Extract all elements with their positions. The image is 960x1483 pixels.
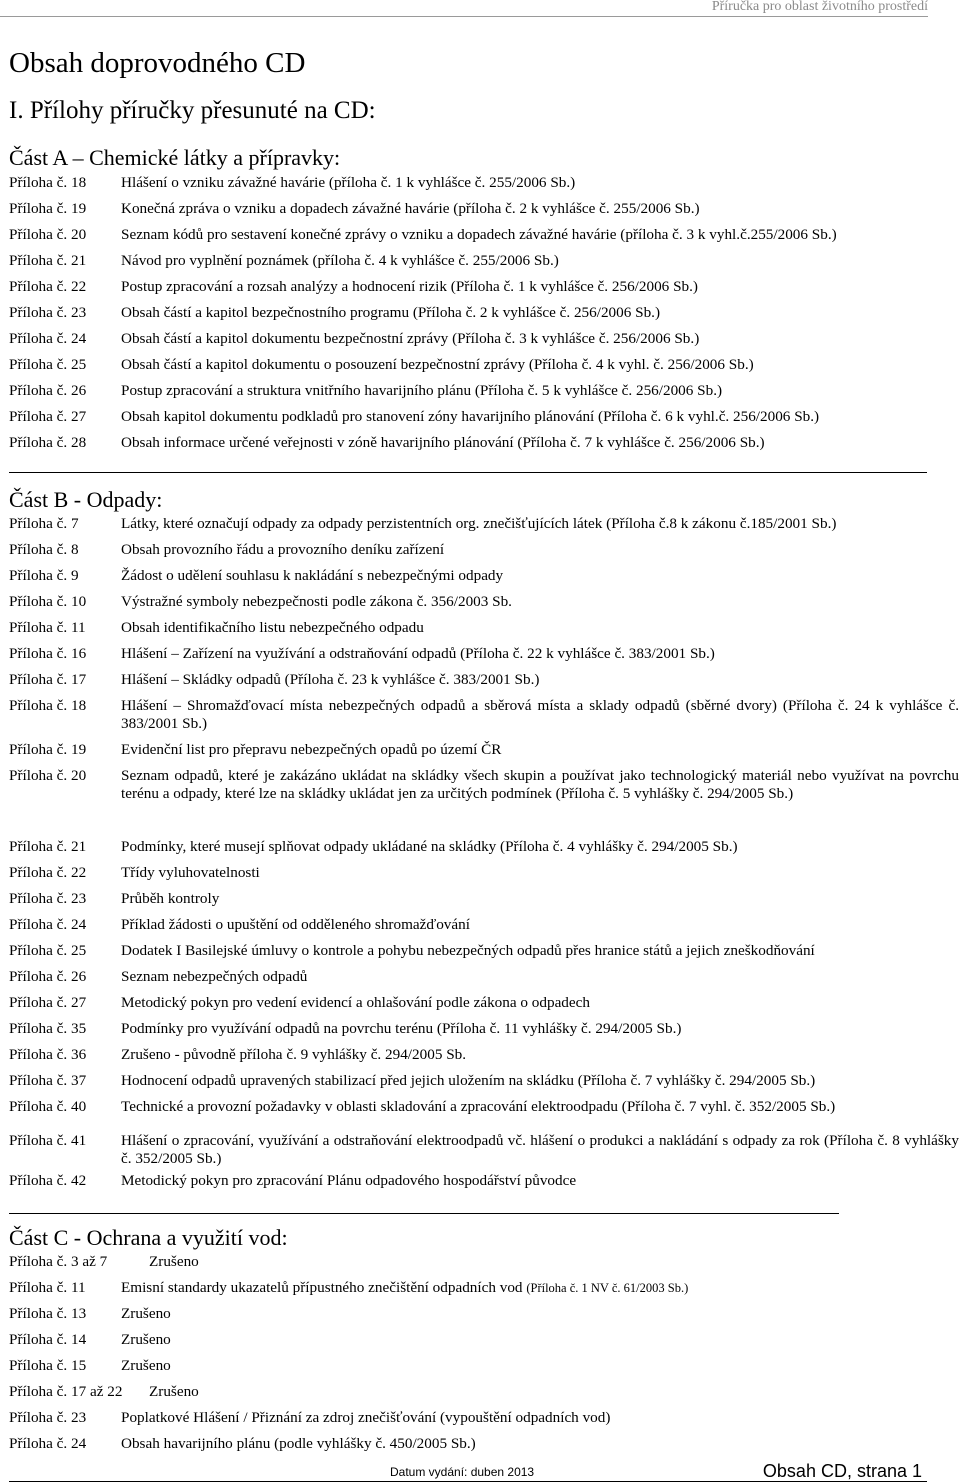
- appendix-title: [121, 1072, 959, 1090]
- appendix-label: Příloha č. 9: [9, 567, 79, 584]
- appendix-title-text: Konečná zpráva o vzniku a dopadech závažné havárie (příloha č. 2 k vyhlášce č. 255/2006 Sb.): [121, 200, 700, 217]
- appendix-row: [9, 741, 959, 759]
- appendix-title-text: Technické a provozní požadavky v oblasti skladování a zpracování elektroodpadu (Příloha č. 7 vyhl. č. 352/2005 Sb.): [121, 1098, 836, 1115]
- appendix-row: [9, 1098, 959, 1116]
- appendix-row: [9, 1072, 959, 1090]
- section-c-heading: Část C - Ochrana a využití vod:: [9, 1225, 288, 1250]
- appendix-row: [9, 864, 959, 882]
- appendix-label: Příloha č. 7: [9, 515, 79, 532]
- appendix-title: [121, 541, 959, 559]
- appendix-label: Příloha č. 25: [9, 356, 87, 373]
- appendix-row: [9, 994, 959, 1012]
- appendix-title-text: Žádost o udělení souhlasu k nakládání s nebezpečnými odpady: [121, 567, 504, 584]
- appendix-row: [9, 174, 959, 192]
- appendix-row: [9, 645, 959, 663]
- appendix-title: [121, 916, 959, 934]
- appendix-title: [121, 593, 959, 611]
- appendix-title: [121, 1172, 959, 1190]
- appendix-label: Příloha č. 13: [9, 1305, 87, 1322]
- section-a-divider: [9, 472, 927, 473]
- appendix-row: [9, 304, 959, 322]
- appendix-title: [121, 408, 959, 426]
- appendix-title: [121, 1279, 959, 1298]
- appendix-title: [121, 1435, 959, 1453]
- section-b-divider: [9, 1213, 839, 1214]
- appendix-label: Příloha č. 19: [9, 741, 87, 758]
- appendix-title: [121, 174, 959, 192]
- appendix-title-text: Postup zpracování a rozsah analýzy a hodnocení rizik (Příloha č. 1 k vyhlášce č. 256/2006 Sb.): [121, 278, 698, 295]
- appendix-row: [9, 1435, 959, 1453]
- appendix-label: Příloha č. 37: [9, 1072, 87, 1089]
- appendix-row: [9, 1279, 959, 1298]
- appendix-row: [9, 567, 959, 585]
- appendix-row: [9, 408, 959, 426]
- appendix-label: Příloha č. 26: [9, 382, 87, 399]
- appendix-label: Příloha č. 24: [9, 1435, 87, 1452]
- appendix-label: Příloha č. 15: [9, 1357, 87, 1374]
- appendix-title-text: Obsah provozního řádu a provozního deníku zařízení: [121, 541, 445, 558]
- appendix-title: [121, 515, 959, 533]
- appendix-title: [121, 1409, 959, 1427]
- appendix-row: [9, 252, 959, 270]
- appendix-title-text: Zrušeno - původně příloha č. 9 vyhlášky č. 294/2005 Sb.: [121, 1046, 467, 1063]
- appendix-title-text: Seznam kódů pro sestavení konečné zprávy o vzniku a dopadech závažné havárie (příloha č. 3 k vyhl.č.255/2006 Sb.): [121, 226, 837, 243]
- appendix-row: [9, 515, 959, 533]
- appendix-row: [9, 593, 959, 611]
- appendix-label: Příloha č. 17 až 22: [9, 1383, 123, 1400]
- appendix-title-text: Návod pro vyplnění poznámek (příloha č. 4 k vyhlášce č. 255/2006 Sb.): [121, 252, 559, 269]
- appendix-label: Příloha č. 8: [9, 541, 79, 558]
- appendix-label: Příloha č. 18: [9, 174, 87, 191]
- appendix-title: [121, 1357, 959, 1375]
- appendix-row: [9, 1305, 959, 1323]
- appendix-title-text: Hlášení – Zařízení na využívání a odstraňování odpadů (Příloha č. 22 k vyhlášce č. 383/2001 Sb.): [121, 645, 715, 662]
- appendix-label: Příloha č. 25: [9, 942, 87, 959]
- appendix-label: Příloha č. 16: [9, 645, 87, 662]
- appendix-title: [121, 838, 959, 856]
- appendix-label: Příloha č. 3 až 7: [9, 1253, 108, 1270]
- appendix-label: Příloha č. 22: [9, 864, 87, 881]
- appendix-row: [9, 968, 959, 986]
- section-a-heading: Část A – Chemické látky a přípravky:: [9, 145, 341, 170]
- appendix-row: [9, 697, 959, 732]
- appendix-title: [121, 226, 959, 244]
- appendix-label: Příloha č. 27: [9, 994, 87, 1011]
- appendix-title-text: Zrušeno: [149, 1383, 199, 1400]
- appendix-label: Příloha č. 10: [9, 593, 87, 610]
- appendix-label: Příloha č. 24: [9, 330, 87, 347]
- appendix-label: Příloha č. 27: [9, 408, 87, 425]
- appendix-title: [121, 645, 959, 663]
- appendix-label: Příloha č. 35: [9, 1020, 87, 1037]
- appendix-title-text: Hlášení – Skládky odpadů (Příloha č. 23 k vyhlášce č. 383/2001 Sb.): [121, 671, 540, 688]
- appendix-title-text: Poplatkové Hlášení / Přiznání za zdroj znečišťování (vypouštění odpadních vod): [121, 1409, 611, 1426]
- part-title: I. Přílohy příručky přesunuté na CD:: [9, 97, 376, 124]
- appendix-title-text: Výstražné symboly nebezpečnosti podle zákona č. 356/2003 Sb.: [121, 593, 512, 610]
- appendix-title: [121, 1305, 959, 1323]
- appendix-title-text: Příklad žádosti o upuštění od odděleného shromažďování: [121, 916, 470, 933]
- appendix-title: [121, 304, 959, 322]
- appendix-title-text: Obsah kapitol dokumentu podkladů pro stanovení zóny havarijního plánování (Příloha č. 6 k vyhl.č. 256/2006 Sb.): [121, 408, 820, 425]
- appendix-title-text: Hlášení – Shromažďovací místa nebezpečných odpadů a sběrová místa a sklady odpadů (sběrné dvory) (Příloha č. 24 k vyhlášce č. 383/2001 Sb.): [121, 697, 959, 732]
- appendix-label: Příloha č. 14: [9, 1331, 87, 1348]
- appendix-title: [149, 1383, 959, 1401]
- appendix-label: Příloha č. 42: [9, 1172, 87, 1189]
- appendix-row: [9, 1357, 959, 1375]
- appendix-label: Příloha č. 41: [9, 1132, 87, 1149]
- appendix-row: [9, 1253, 959, 1271]
- appendix-label: Příloha č. 18: [9, 697, 87, 714]
- appendix-row: [9, 1132, 959, 1167]
- appendix-title: [121, 252, 959, 270]
- appendix-row: [9, 200, 959, 218]
- appendix-title-text: Zrušeno: [149, 1253, 199, 1270]
- appendix-title-text: Hodnocení odpadů upravených stabilizací před jejich uložením na skládku (Příloha č. 7 vyhlášky č. 294/2005 Sb.): [121, 1072, 816, 1089]
- appendix-label: Příloha č. 23: [9, 304, 87, 321]
- appendix-title-text: Podmínky pro využívání odpadů na povrchu terénu (Příloha č. 11 vyhlášky č. 294/2005 Sb.): [121, 1020, 682, 1037]
- appendix-title: [121, 890, 959, 908]
- appendix-label: Příloha č. 20: [9, 226, 87, 243]
- appendix-title-text: Zrušeno: [121, 1331, 171, 1348]
- appendix-title: [121, 356, 959, 374]
- appendix-label: Příloha č. 20: [9, 767, 87, 784]
- appendix-row: [9, 890, 959, 908]
- appendix-title-text: Zrušeno: [121, 1305, 171, 1322]
- appendix-label: Příloha č. 11: [9, 1279, 86, 1296]
- appendix-row: [9, 942, 959, 960]
- appendix-title-text: Seznam odpadů, které je zakázáno ukládat na skládky všech skupin a používat jako technologický materiál nebo využívat na povrchu terénu a odpady, které lze na skládky ukládat jen za určitých podmínek (Příloha č. 5 vyhlášky č. 294/2005 Sb.): [121, 767, 959, 802]
- appendix-title-text: Obsah částí a kapitol dokumentu bezpečnostní zprávy (Příloha č. 3 k vyhlášce č. 256/2006 Sb.): [121, 330, 700, 347]
- appendix-title-text: Obsah informace určené veřejnosti v zóně havarijního plánování (Příloha č. 7 k vyhlášce č. 256/2006 Sb.): [121, 434, 765, 451]
- appendix-row: [9, 226, 959, 244]
- appendix-row: [9, 1383, 959, 1401]
- appendix-title-text: Obsah havarijního plánu (podle vyhlášky č. 450/2005 Sb.): [121, 1435, 476, 1452]
- appendix-label: Příloha č. 23: [9, 1409, 87, 1426]
- appendix-label: Příloha č. 24: [9, 916, 87, 933]
- appendix-title-text: Podmínky, které musejí splňovat odpady ukládané na skládky (Příloha č. 4 vyhlášky č. 294/2005 Sb.): [121, 838, 738, 855]
- appendix-label: Příloha č. 21: [9, 838, 87, 855]
- appendix-title-text: Emisní standardy ukazatelů přípustného znečištění odpadních vod: [121, 1279, 523, 1296]
- appendix-title-text: Zrušeno: [121, 1357, 171, 1374]
- appendix-title: [121, 1331, 959, 1349]
- appendix-title: [121, 382, 959, 400]
- appendix-row: [9, 619, 959, 637]
- appendix-title-text: Metodický pokyn pro zpracování Plánu odpadového hospodářství původce: [121, 1172, 577, 1189]
- appendix-row: [9, 1409, 959, 1427]
- appendix-title: [121, 994, 959, 1012]
- appendix-title: [121, 767, 959, 802]
- appendix-row: [9, 838, 959, 856]
- appendix-label: Příloha č. 22: [9, 278, 87, 295]
- appendix-title-text: Obsah částí a kapitol dokumentu o posouzení bezpečnostní zprávy (Příloha č. 4 k vyhl. č. 256/2006 Sb.): [121, 356, 754, 373]
- appendix-title: [121, 1046, 959, 1064]
- appendix-title: [149, 1253, 959, 1271]
- appendix-title-text: Metodický pokyn pro vedení evidencí a ohlašování podle zákona o odpadech: [121, 994, 590, 1011]
- appendix-title: [121, 968, 959, 986]
- appendix-label: Příloha č. 36: [9, 1046, 87, 1063]
- appendix-title: [121, 567, 959, 585]
- appendix-title-text: Postup zpracování a struktura vnitřního havarijního plánu (Příloha č. 5 k vyhlášce č. 256/2006 Sb.): [121, 382, 723, 399]
- appendix-title-text: Látky, které označují odpady za odpady perzistentních org. znečišťujících látek (Příloha č.8 k zákonu č.185/2001 Sb.): [121, 515, 837, 532]
- appendix-title: [121, 671, 959, 689]
- footer-page-number: Obsah CD, strana 1: [762, 1461, 922, 1481]
- appendix-title-text: Obsah částí a kapitol bezpečnostního programu (Příloha č. 2 k vyhlášce č. 256/2006 Sb.): [121, 304, 661, 321]
- document-title: Obsah doprovodného CD: [9, 47, 306, 79]
- appendix-title: [121, 864, 959, 882]
- appendix-label: Příloha č. 23: [9, 890, 87, 907]
- appendix-title-text: Dodatek I Basilejské úmluvy o kontrole a pohybu nebezpečných odpadů přes hranice států a jejich zneškodňování: [121, 942, 815, 959]
- appendix-row: [9, 330, 959, 348]
- running-head: Příručka pro oblast životního prostředí: [0, 0, 928, 17]
- appendix-row: [9, 1046, 959, 1064]
- appendix-row: [9, 671, 959, 689]
- appendix-title: [121, 619, 959, 637]
- appendix-row: [9, 356, 959, 374]
- appendix-title: [121, 278, 959, 296]
- appendix-label: Příloha č. 19: [9, 200, 87, 217]
- appendix-title-text: Obsah identifikačního listu nebezpečného odpadu: [121, 619, 424, 636]
- footer-rule: [9, 1481, 927, 1482]
- appendix-label: Příloha č. 17: [9, 671, 87, 688]
- appendix-label: Příloha č. 40: [9, 1098, 87, 1115]
- appendix-title-text: Průběh kontroly: [121, 890, 220, 907]
- appendix-row: [9, 767, 959, 802]
- appendix-title-text: Evidenční list pro přepravu nebezpečných opadů po území ČR: [121, 741, 502, 758]
- footer-date: Datum vydání: duben 2013: [390, 1465, 535, 1479]
- appendix-label: Příloha č. 11: [9, 619, 86, 636]
- appendix-title: [121, 434, 959, 452]
- appendix-title: [121, 942, 959, 960]
- appendix-title-text: Hlášení o zpracování, využívání a odstraňování elektroodpadů vč. hlášení o produkci a nakládání s odpady za rok (Příloha č. 8 vyhlášky č. 352/2005 Sb.): [121, 1132, 959, 1167]
- appendix-title-text: Hlášení o vzniku závažné havárie (příloha č. 1 k vyhlášce č. 255/2006 Sb.): [121, 174, 576, 191]
- appendix-title: [121, 1020, 959, 1038]
- appendix-title: [121, 1098, 959, 1116]
- appendix-title: [121, 1132, 959, 1167]
- appendix-row: [9, 1020, 959, 1038]
- appendix-label: Příloha č. 26: [9, 968, 87, 985]
- appendix-row: [9, 382, 959, 400]
- appendix-title-note: (Příloha č. 1 NV č. 61/2003 Sb.): [526, 1281, 689, 1295]
- appendix-title-text: Seznam nebezpečných odpadů: [121, 968, 308, 985]
- appendix-row: [9, 916, 959, 934]
- appendix-row: [9, 1331, 959, 1349]
- appendix-row: [9, 278, 959, 296]
- appendix-row: [9, 541, 959, 559]
- appendix-title: [121, 697, 959, 732]
- appendix-title-text: Třídy vyluhovatelnosti: [121, 864, 260, 881]
- appendix-label: Příloha č. 28: [9, 434, 87, 451]
- appendix-row: [9, 434, 959, 452]
- appendix-title: [121, 200, 959, 218]
- section-b-heading: Část B - Odpady:: [9, 487, 163, 512]
- appendix-title: [121, 741, 959, 759]
- appendix-label: Příloha č. 21: [9, 252, 87, 269]
- appendix-title: [121, 330, 959, 348]
- appendix-row: [9, 1172, 959, 1190]
